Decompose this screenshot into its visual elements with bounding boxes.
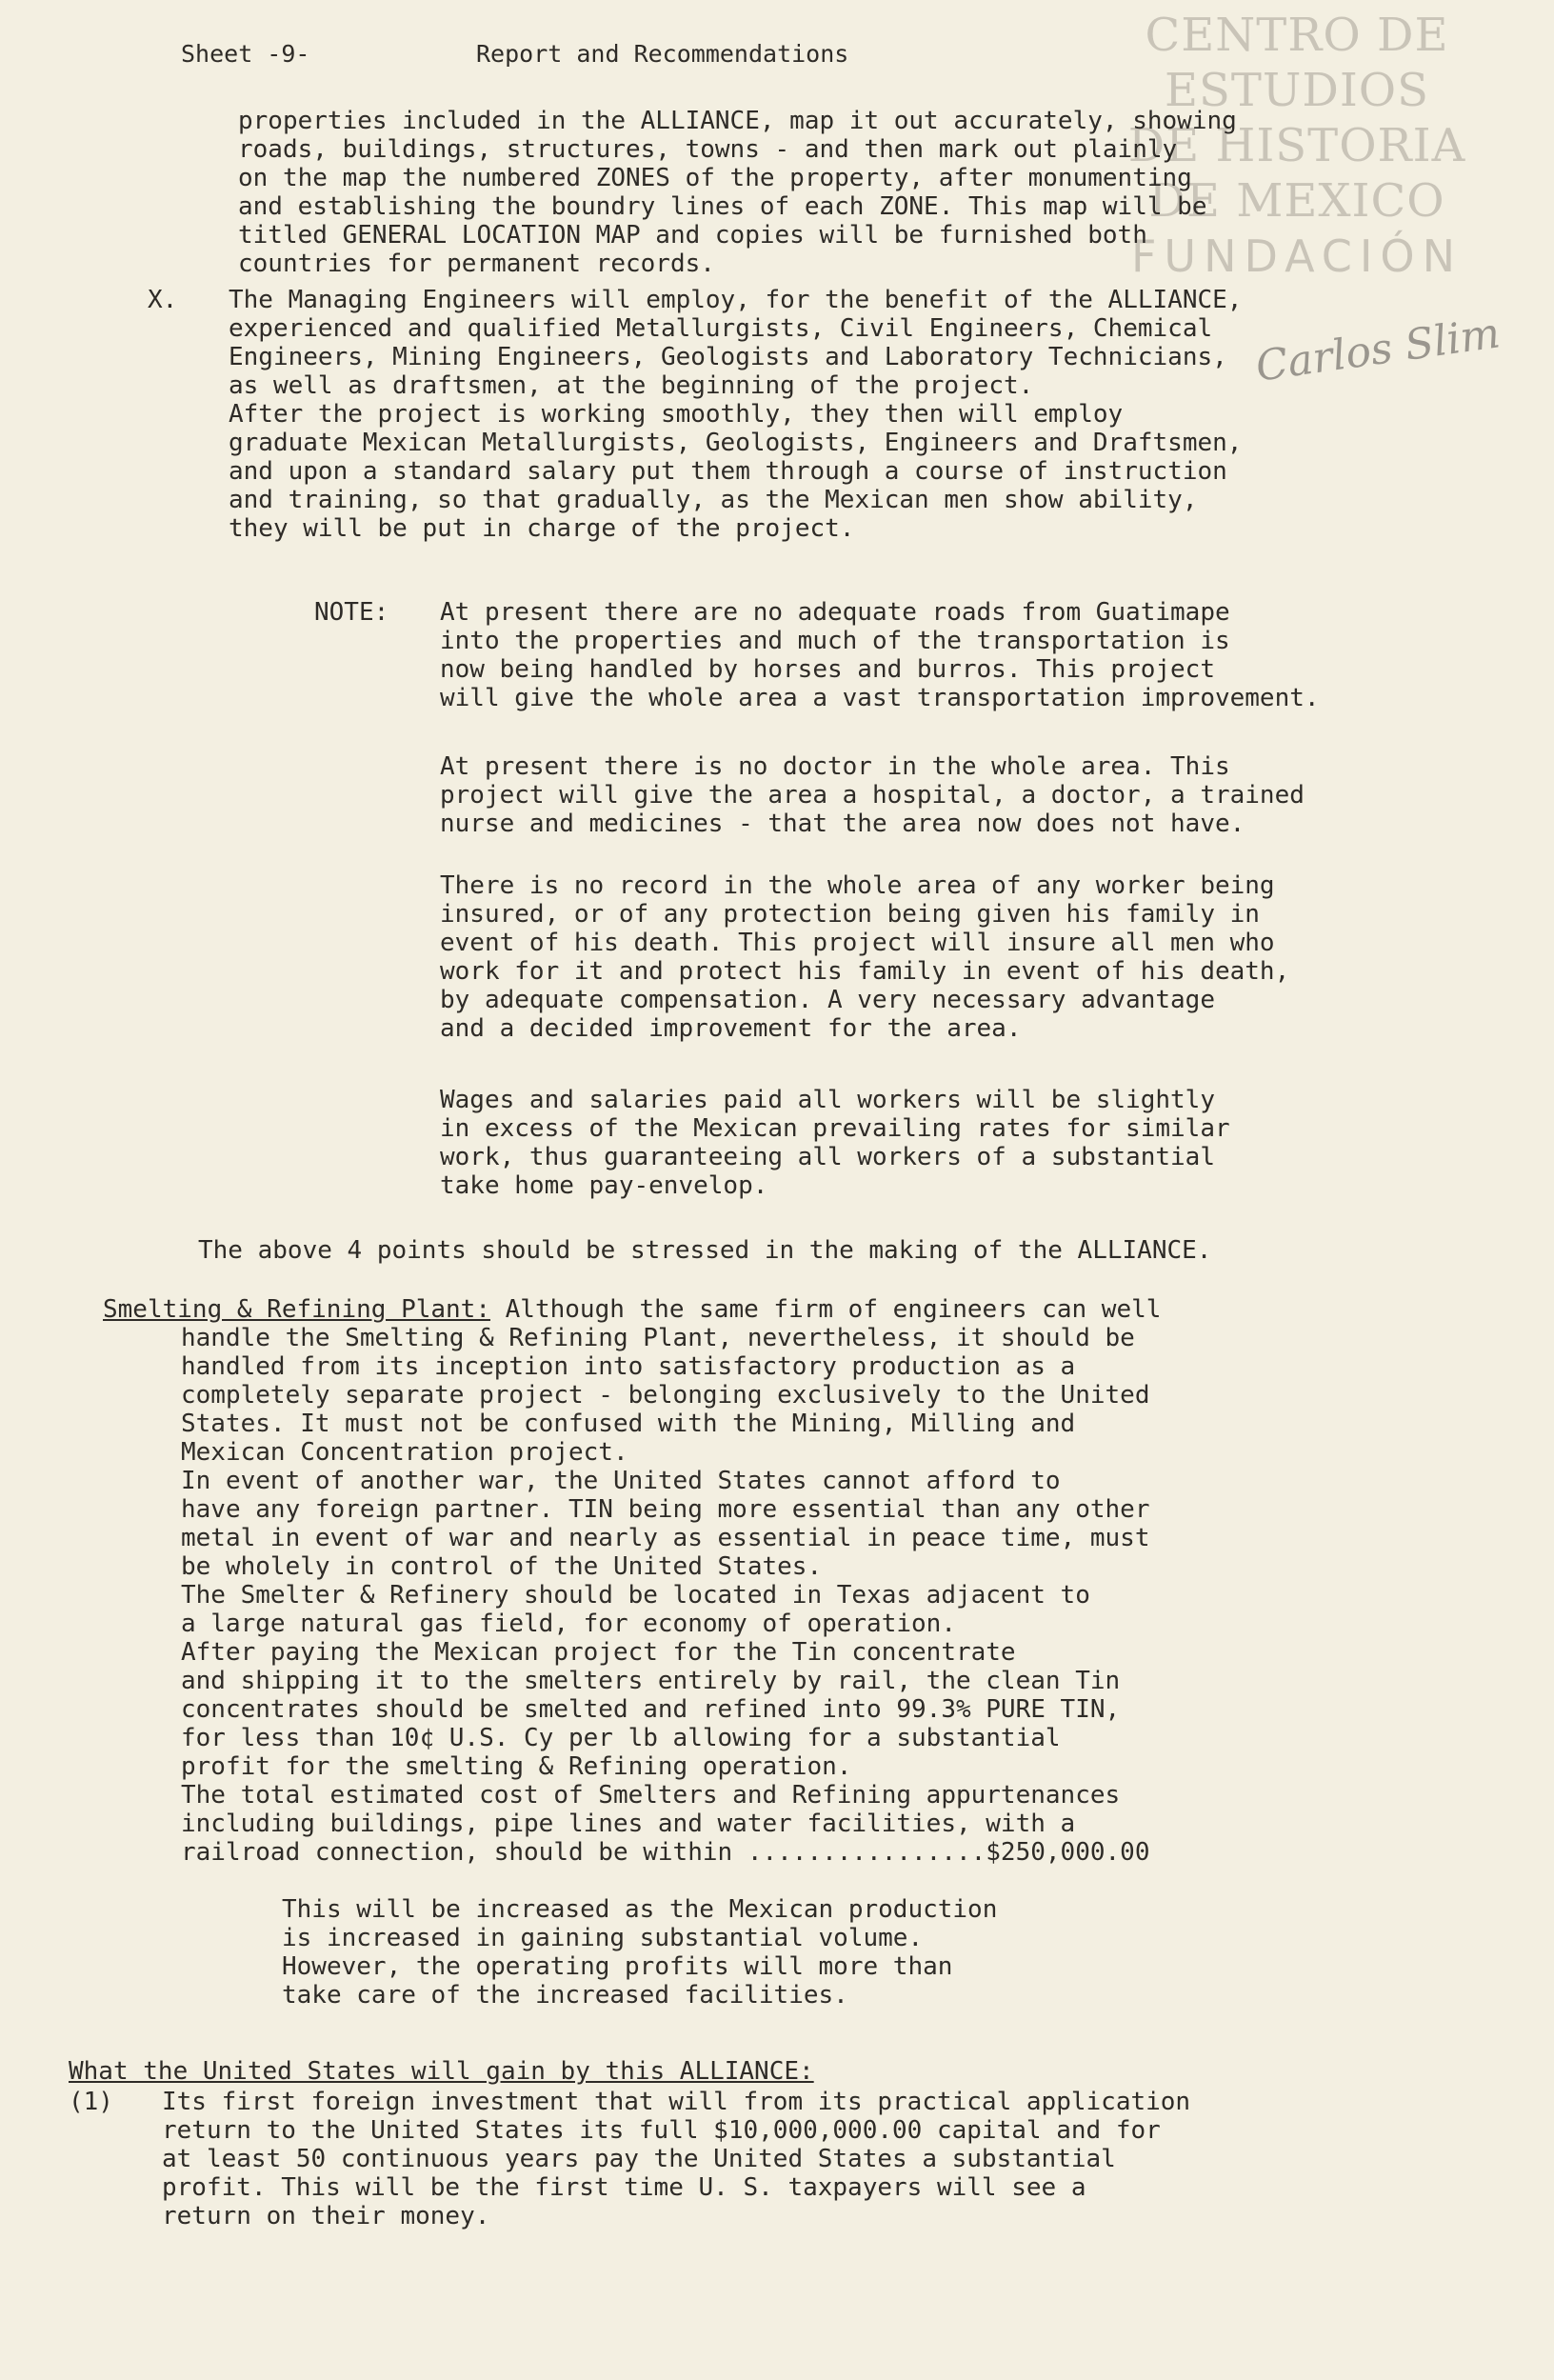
text-line: The total estimated cost of Smelters and Refining appurtenances [181,1781,1121,1810]
watermark-foundation: FUNDACIÓN [1130,230,1464,282]
text-line: graduate Mexican Metallurgists, Geologists, Engineers and Draftsmen, [229,429,1243,457]
text-line: completely separate project - belonging exclusively to the United [181,1381,1150,1410]
note-paragraph-insurance [440,871,1289,1043]
text-line: have any foreign partner. TIN being more essential than any other [181,1495,1150,1524]
text-line: a large natural gas field, for economy of operation. [181,1610,956,1638]
text-line: they will be put in charge of the project. [229,514,855,543]
cost-amount: $250,000.00 [986,1838,1150,1867]
text-line: in excess of the Mexican prevailing rates for similar [440,1114,1230,1143]
text-line: at least 50 continuous years pay the United States a substantial [162,2145,1116,2173]
text-line: project will give the area a hospital, a doctor, a trained [440,781,1305,810]
text-line: handle the Smelting & Refining Plant, nevertheless, it should be [181,1324,1135,1352]
text-line: insured, or of any protection being given his family in [440,900,1260,929]
text-line: After paying the Mexican project for the Tin concentrate [181,1638,1016,1667]
text-line: There is no record in the whole area of any worker being [440,871,1275,900]
text-line: and upon a standard salary put them through a course of instruction [229,457,1227,486]
smelting-heading: Smelting & Refining Plant: [103,1295,490,1324]
text-line: event of his death. This project will insure all men who [440,929,1275,957]
text-line: The above 4 points should be stressed in the making of the ALLIANCE. [198,1236,1212,1265]
text-line: At present there is no doctor in the whole area. This [440,752,1230,781]
text-line: return on their money. [162,2202,490,2230]
text-line: including buildings, pipe lines and water facilities, with a [181,1810,1076,1838]
text-line: and a decided improvement for the area. [440,1014,1022,1043]
gain-item-label: (1) [69,2088,113,2116]
smelting-after-paragraph [282,1895,997,2010]
text-line: Wages and salaries paid all workers will be slightly [440,1086,1215,1114]
text-line: work, thus guaranteeing all workers of a substantial [440,1143,1215,1171]
gain-heading: What the United States will gain by this ALLIANCE: [69,2057,814,2086]
cost-line [181,1838,1149,1867]
text-line: take care of the increased facilities. [282,1981,848,2010]
watermark-line: ESTUDIOS [1164,64,1430,117]
intro-paragraph [238,107,1237,278]
text-line: However, the operating profits will more than [282,1952,953,1981]
text-line: Mexican Concentration project. [181,1438,628,1467]
gain-section [69,2057,814,2086]
text-line: Its first foreign investment that will from its practical application [162,2088,1191,2116]
note-paragraph-wages [440,1086,1230,1200]
text-line: After the project is working smoothly, they then will employ [229,400,1124,429]
sheet-number: Sheet -9- [181,40,310,68]
section-x-paragraph [229,286,1242,543]
section-x-label: X. [148,286,178,314]
text-line: roads, buildings, structures, towns - and then mark out plainly [238,135,1178,164]
text-line: will give the whole area a vast transportation improvement. [440,684,1320,712]
text-line: and establishing the boundry lines of each ZONE. This map will be [238,192,1207,221]
text-line: and shipping it to the smelters entirely by rail, the clean Tin [181,1667,1121,1695]
text-line: States. It must not be confused with the Mining, Milling and [181,1410,1076,1438]
text-line: profit. This will be the first time U. S. taxpayers will see a [162,2173,1086,2202]
text-line: as well as draftsmen, at the beginning of the project. [229,371,1034,400]
text-line: experienced and qualified Metallurgists, Civil Engineers, Chemical [229,314,1213,343]
smelting-first-line [103,1295,1161,1324]
text-line: properties included in the ALLIANCE, map it out accurately, showing [238,107,1237,135]
text-line: metal in event of war and nearly as essential in peace time, must [181,1524,1150,1552]
smelting-section [103,1295,1161,1324]
watermark-line: DE HISTORIA [1127,119,1466,172]
text-line: At present there are no adequate roads from Guatimape [440,598,1230,627]
note-paragraph-doctor [440,752,1305,838]
text-line: be wholely in control of the United States. [181,1552,823,1581]
text-line: In event of another war, the United States cannot afford to [181,1467,1061,1495]
text-line: Engineers, Mining Engineers, Geologists and Laboratory Technicians, [229,343,1227,371]
watermark-signature: Carlos Slim [1252,309,1504,391]
note-paragraph-roads [440,598,1320,712]
text-line: now being handled by horses and burros. This project [440,655,1215,684]
text-line: take home pay-envelop. [440,1171,768,1200]
text-line: This will be increased as the Mexican production [282,1895,998,1924]
text-line: nurse and medicines - that the area now does not have. [440,810,1245,838]
note-label: NOTE: [314,598,389,627]
text-line: is increased in gaining substantial volume. [282,1924,924,1952]
gain-item-paragraph [162,2088,1190,2230]
text-line: return to the United States its full $10,000,000.00 capital and for [162,2116,1161,2145]
text-line: profit for the smelting & Refining operation. [181,1752,852,1781]
text-line: Although the same firm of engineers can well [490,1295,1162,1324]
text-line: for less than 10¢ U.S. Cy per lb allowing for a substantial [181,1724,1061,1752]
page-title: Report and Recommendations [476,40,849,68]
text-line: railroad connection, should be within ................ [181,1838,986,1867]
text-line: into the properties and much of the transportation is [440,627,1230,655]
text-line: The Managing Engineers will employ, for the benefit of the ALLIANCE, [229,286,1243,314]
text-line: concentrates should be smelted and refined into 99.3% PURE TIN, [181,1695,1121,1724]
text-line: by adequate compensation. A very necessary advantage [440,986,1215,1014]
stress-line [198,1236,1211,1265]
text-line: on the map the numbered ZONES of the property, after monumenting [238,164,1192,192]
text-line: work for it and protect his family in event of his death, [440,957,1290,986]
text-line: countries for permanent records. [238,250,715,278]
text-line: The Smelter & Refinery should be located in Texas adjacent to [181,1581,1090,1610]
smelting-paragraph [181,1324,1149,1867]
text-line: and training, so that gradually, as the Mexican men show ability, [229,486,1198,514]
text-line: titled GENERAL LOCATION MAP and copies will be furnished both [238,221,1147,250]
watermark-line: DE MEXICO [1148,174,1445,228]
watermark-line: CENTRO DE [1145,9,1449,62]
text-line: handled from its inception into satisfactory production as a [181,1352,1076,1381]
